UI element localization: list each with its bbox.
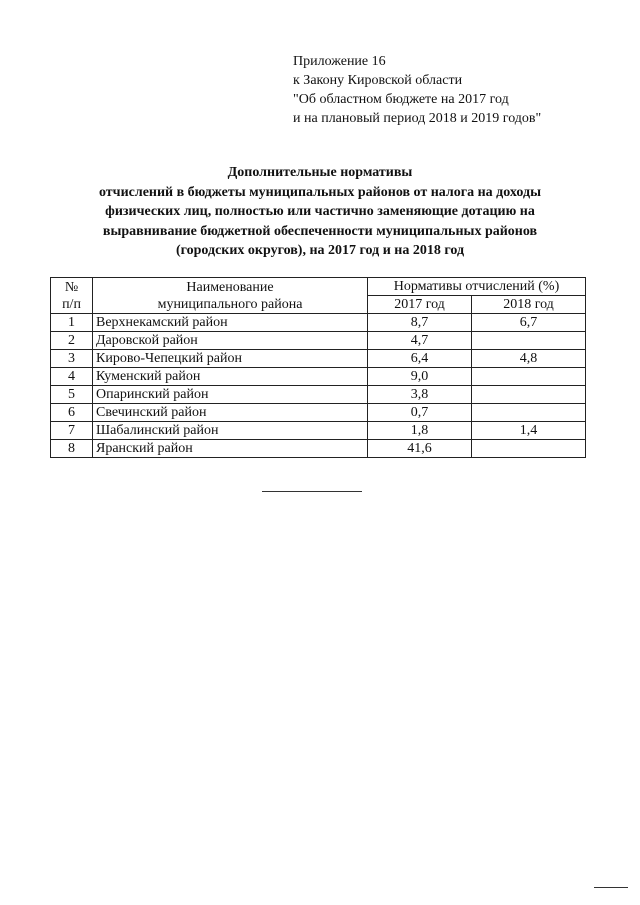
norm-2018: 1,4: [472, 422, 586, 440]
norm-2018: [472, 440, 586, 458]
header-name: [93, 278, 368, 314]
row-number: 5: [51, 386, 93, 404]
district-name: Яранский район: [93, 440, 368, 458]
table-row: [51, 332, 586, 350]
row-number: 2: [51, 332, 93, 350]
norm-2018: 4,8: [472, 350, 586, 368]
district-name: Кирово-Чепецкий район: [93, 350, 368, 368]
norm-2017: 1,8: [368, 422, 472, 440]
norm-2017: 4,7: [368, 332, 472, 350]
header-norms: Нормативы отчислений (%): [368, 278, 586, 296]
table-row: [51, 386, 586, 404]
row-number: 4: [51, 368, 93, 386]
closing-divider: [262, 491, 362, 492]
row-number: 3: [51, 350, 93, 368]
table-row: [51, 314, 586, 332]
corner-divider: [594, 887, 628, 888]
header-name-line: Наименование: [186, 279, 274, 295]
norm-2018: 6,7: [472, 314, 586, 332]
norm-2018: [472, 386, 586, 404]
appendix-line: к Закону Кировской области: [293, 73, 463, 88]
norm-2017: 0,7: [368, 404, 472, 422]
header-name-line: муниципального района: [157, 296, 303, 312]
row-number: 7: [51, 422, 93, 440]
norm-2018: [472, 332, 586, 350]
row-number: 6: [51, 404, 93, 422]
norm-2017: 41,6: [368, 440, 472, 458]
norm-2018: [472, 404, 586, 422]
table-row: [51, 350, 586, 368]
header-number-symbol: №: [64, 279, 79, 295]
table-row: [51, 422, 586, 440]
district-name: Свечинский район: [93, 404, 368, 422]
norm-2017: 3,8: [368, 386, 472, 404]
district-name: Верхнекамский район: [93, 314, 368, 332]
document-title: [60, 163, 580, 261]
table-row: [51, 404, 586, 422]
appendix-line: "Об областном бюджете на 2017 год: [293, 92, 509, 107]
header-number: [51, 278, 93, 314]
header-number-label: п/п: [62, 296, 81, 312]
norm-2017: 8,7: [368, 314, 472, 332]
title-line: выравнивание бюджетной обеспеченности муниципальных районов: [102, 223, 538, 239]
title-line: Дополнительные нормативы: [227, 165, 413, 180]
row-number: 1: [51, 314, 93, 332]
appendix-header: [293, 52, 541, 128]
header-year-2017: 2017 год: [368, 296, 472, 314]
appendix-line: и на плановый период 2018 и 2019 годов": [293, 111, 542, 126]
appendix-line: Приложение 16: [293, 54, 386, 69]
header-year-2018: 2018 год: [472, 296, 586, 314]
norm-2017: 9,0: [368, 368, 472, 386]
district-name: Шабалинский район: [93, 422, 368, 440]
title-line: физических лиц, полностью или частично заменяющие дотацию на: [105, 204, 535, 219]
norms-table: [50, 277, 586, 458]
table-row: [51, 368, 586, 386]
title-line: отчислений в бюджеты муниципальных районов от налога на доходы: [98, 184, 541, 200]
norm-2017: 6,4: [368, 350, 472, 368]
row-number: 8: [51, 440, 93, 458]
norm-2018: [472, 368, 586, 386]
table-row: [51, 440, 586, 458]
district-name: Куменский район: [93, 368, 368, 386]
district-name: Опаринский район: [93, 386, 368, 404]
title-line: (городских округов), на 2017 год и на 2018 год: [175, 243, 465, 258]
district-name: Даровской район: [93, 332, 368, 350]
